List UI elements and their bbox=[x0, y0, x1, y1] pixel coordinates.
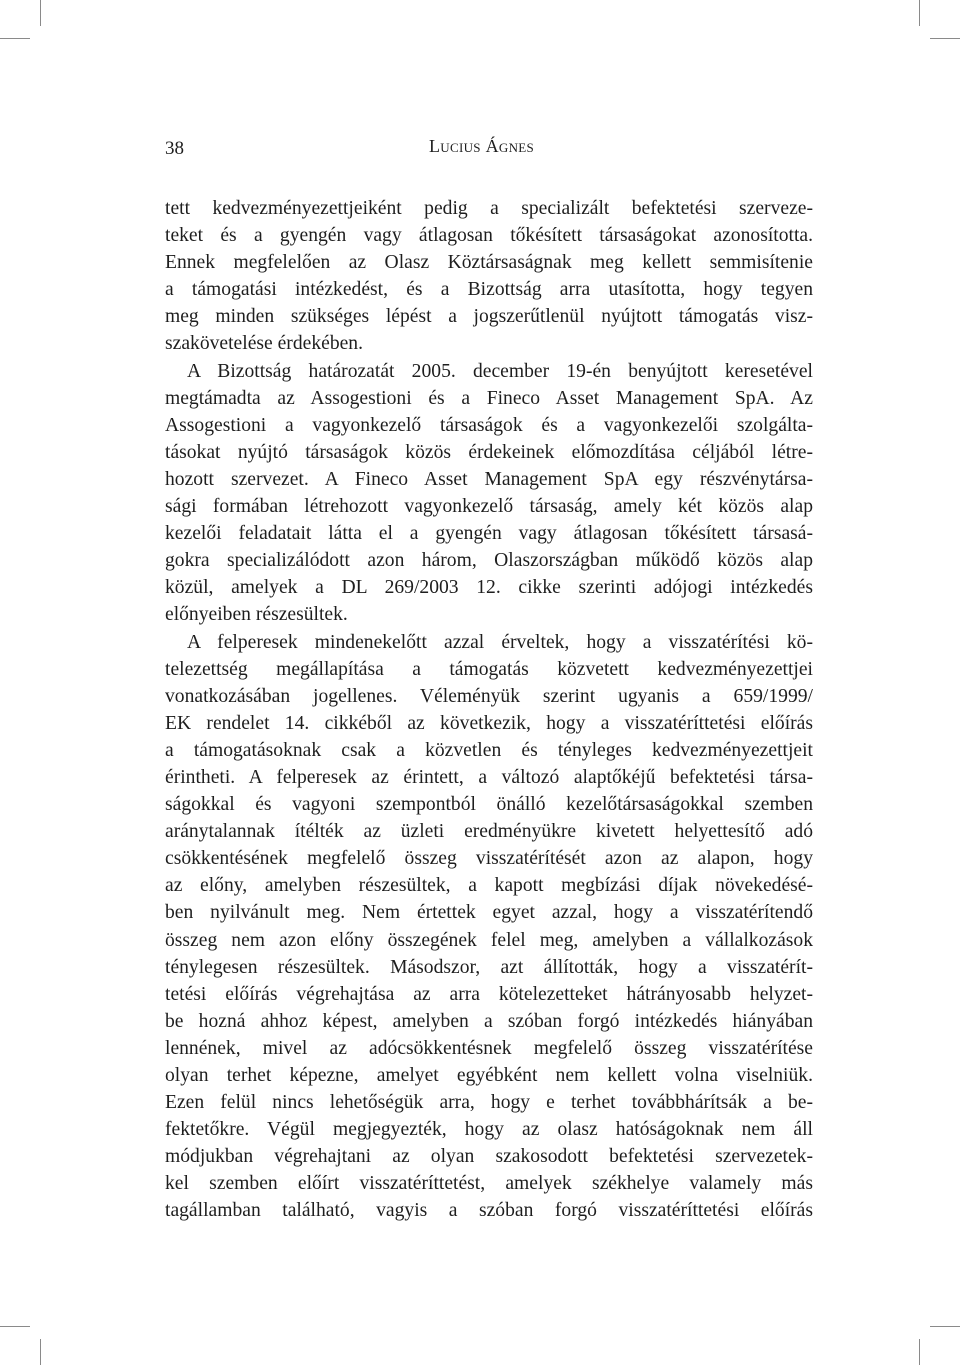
crop-mark-top-right bbox=[919, 0, 920, 26]
text-line: vonatkozásában jogellenes. Véleményük szerint ugyanis a 659/1999/ bbox=[165, 685, 813, 707]
text-line: aránytalannak ítélték az üzleti eredményükre kivetett helyettesítő adó bbox=[165, 821, 813, 843]
text-line: tett kedvezményezettjeiként pedig a specializált befektetési szerveze- bbox=[165, 198, 813, 219]
running-head: Lucius Ágnes bbox=[429, 136, 535, 156]
text-line: sági formában létrehozott vagyonkezelő társaság, amely két közös alap bbox=[165, 496, 813, 518]
text-line: lennének, mivel az adócsökkentésnek megfelelő összeg visszatérítése bbox=[165, 1037, 813, 1059]
crop-mark-top-left bbox=[0, 38, 30, 39]
crop-mark-bottom-right bbox=[919, 1339, 920, 1365]
text-line: megtámadta az Assogestioni és a Fineco Asset Management SpA. Az bbox=[165, 387, 813, 409]
text-line: telezettség megállapítása a támogatás közvetett kedvezményezettjei bbox=[165, 658, 813, 680]
text-line: csökkentésének megfelelő összeg visszatérítését azon az alapon, hogy bbox=[165, 848, 813, 870]
text-line: tagállamban található, vagyis a szóban forgó visszatéríttetési előírás bbox=[165, 1200, 813, 1222]
crop-mark-bottom-left bbox=[40, 1339, 41, 1365]
text-line: előnyeiben részesültek. bbox=[165, 604, 348, 626]
text-line: A felperesek mindenekelőtt azzal érveltek, hogy a visszatérítési kö- bbox=[187, 631, 813, 653]
crop-mark-top-left bbox=[40, 0, 41, 26]
text-line: A Bizottság határozatát 2005. december 19-én benyújtott keresetével bbox=[187, 360, 813, 382]
text-line: fektetőkre. Végül megjegyezték, hogy az olasz hatóságoknak nem áll bbox=[165, 1119, 813, 1141]
text-line: Assogestioni a vagyonkezelő társaságok és a vagyonkezelői szolgálta- bbox=[165, 414, 813, 436]
text-line: be hozná ahhoz képest, amelyben a szóban forgó intézkedés hiányában bbox=[165, 1010, 813, 1032]
text-line: érintheti. A felperesek az érintett, a változó alaptőkéjű befektetési társa- bbox=[165, 766, 813, 788]
text-line: közül, amelyek a DL 269/2003 12. cikke szerinti adójogi intézkedés bbox=[165, 577, 813, 599]
page-number: 38 bbox=[165, 138, 184, 159]
text-line: hozott szervezet. A Fineco Asset Management SpA egy részvénytársa- bbox=[165, 468, 813, 490]
text-line: tásokat nyújtó társaságok közös érdekeinek előmozdítása céljából létre- bbox=[165, 441, 813, 463]
page-header bbox=[165, 134, 813, 160]
text-line: ságokkal és vagyoni szempontból önálló kezelőtársaságokkal szemben bbox=[165, 794, 813, 816]
text-line: gokra specializálódott azon három, Olaszországban működő közös alap bbox=[165, 550, 813, 572]
text-line: szakövetelése érdekében. bbox=[165, 333, 364, 355]
text-line: kel szemben előírt visszatéríttetést, amelyek székhelye valamely más bbox=[165, 1173, 813, 1195]
crop-mark-bottom-right bbox=[930, 1326, 960, 1327]
text-line: kezelői feladatait látta el a gyengén vagy átlagosan tőkésített társasá- bbox=[165, 523, 813, 545]
text-line: ben nyilvánult meg. Nem értettek egyet azzal, hogy a visszatérítendő bbox=[165, 902, 813, 924]
body-text bbox=[165, 195, 813, 1225]
text-line: Ezen felül nincs lehetőségük arra, hogy e terhet továbbhárítsák a be- bbox=[165, 1092, 813, 1114]
crop-mark-bottom-left bbox=[0, 1326, 30, 1327]
text-line: Ennek megfelelően az Olasz Köztársaságnak meg kellett semmisítenie bbox=[165, 252, 813, 274]
text-line: EK rendelet 14. cikkéből az következik, hogy a visszatéríttetési előírás bbox=[165, 712, 813, 734]
text-line: az előny, amelyben részesültek, a kapott megbízási díjak növekedésé- bbox=[165, 875, 813, 897]
text-line: a támogatásoknak csak a közvetlen és tényleges kedvezményezettjeit bbox=[165, 739, 813, 761]
text-line: tetési előírás végrehajtása az arra kötelezetteket hátrányosabb helyzet- bbox=[165, 983, 813, 1005]
text-line: meg minden szükséges lépést a jogszerűtlenül nyújtott támogatás visz- bbox=[165, 306, 813, 328]
text-line: ténylegesen részesültek. Másodszor, azt állították, hogy a visszatérít- bbox=[165, 956, 813, 978]
text-line: módjukban végrehajtani az olyan szakosodott befektetési szervezetek- bbox=[165, 1146, 813, 1168]
text-line: teket és a gyengén vagy átlagosan tőkésített társaságokat azonosította. bbox=[165, 225, 813, 247]
text-line: összeg nem azon előny összegének felel meg, amelyben a vállalkozások bbox=[165, 929, 813, 951]
text-line: olyan terhet képezne, amelyet egyébként nem kellett volna viselniük. bbox=[165, 1065, 813, 1086]
text-line: a támogatási intézkedést, és a Bizottság arra utasította, hogy tegyen bbox=[165, 279, 813, 301]
crop-mark-top-right bbox=[930, 38, 960, 39]
